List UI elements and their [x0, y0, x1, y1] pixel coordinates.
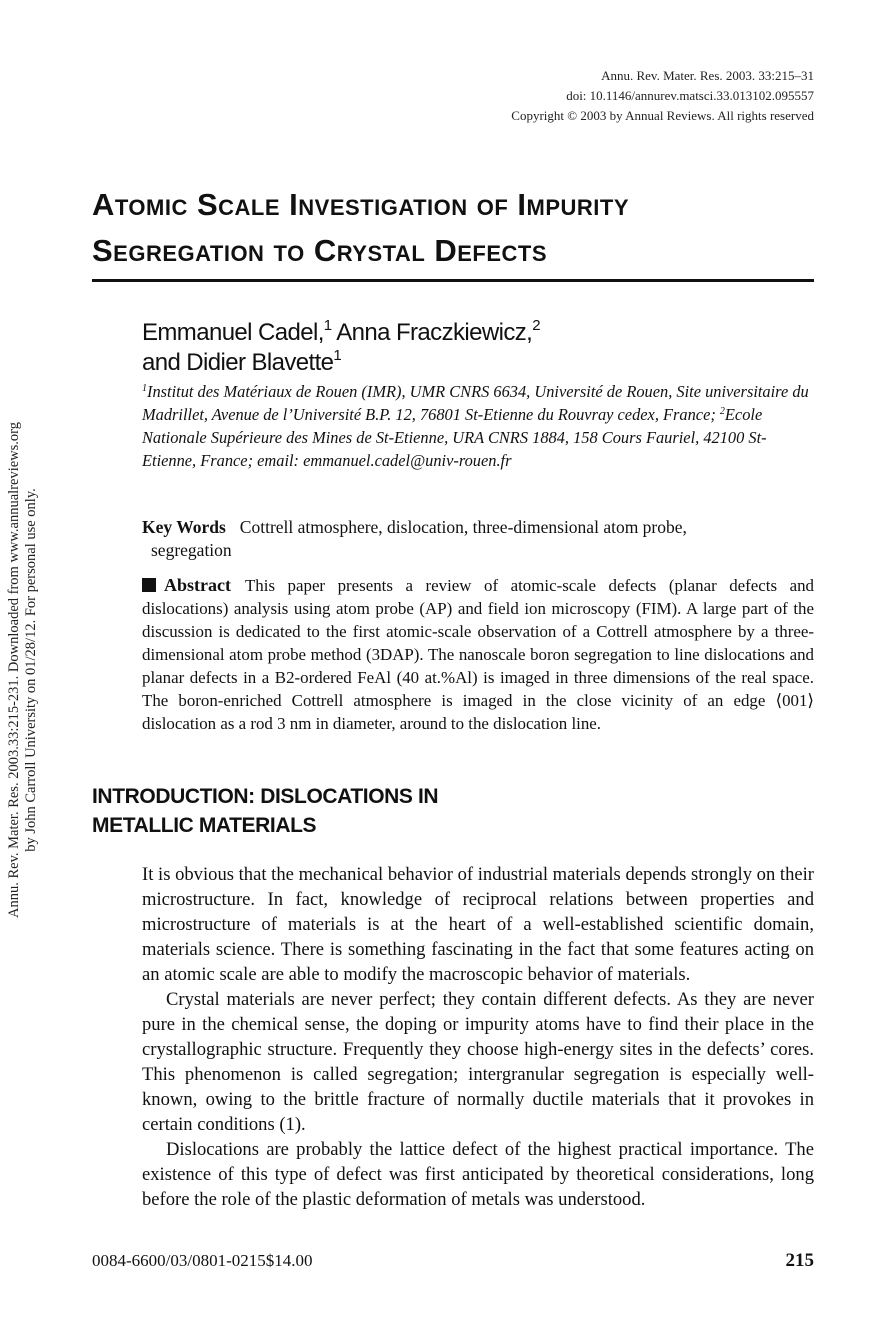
- section-heading: [92, 782, 592, 840]
- square-bullet-icon: [142, 578, 156, 592]
- copyright-line: Copyright © 2003 by Annual Reviews. All rights reserved: [511, 108, 814, 123]
- affiliation-text: Ecole Nationale Supérieure des Mines de St-Etienne, URA CNRS 1884, 158 Cours Fauriel, 42100 St-Etienne, France; email: emmanuel.cadel@univ-rouen.fr: [142, 405, 767, 470]
- title-rule: [92, 279, 814, 282]
- author-affiliation-mark: 1: [333, 347, 342, 364]
- author-affiliation-mark: 2: [532, 317, 540, 334]
- citation-line: Annu. Rev. Mater. Res. 2003. 33:215–31: [601, 68, 814, 83]
- section-heading-line-2: METALLIC MATERIALS: [92, 814, 317, 837]
- author-name: Emmanuel Cadel,: [142, 319, 324, 346]
- title-line-1: Atomic Scale Investigation of Impurity: [92, 187, 630, 222]
- article-title: [92, 182, 814, 274]
- abstract-block: [142, 574, 814, 735]
- footer-code: 0084-6600/03/0801-0215$14.00: [92, 1251, 313, 1270]
- author-name: and Didier Blavette: [142, 349, 334, 376]
- author-name: Anna Fraczkiewicz,: [331, 319, 533, 346]
- body-paragraph: It is obvious that the mechanical behavior of industrial materials depends strongly on their microstructure. In fact, knowledge of reciprocal relations between properties and microstructure of materials is at the heart of a well-established scientific domain, materials science. There is something fascinating in the fact that some features acting on an atomic scale are able to modify the macroscopic behavior of materials.: [142, 864, 814, 985]
- running-header: [511, 66, 814, 126]
- title-line-2: Segregation to Crystal Defects: [92, 233, 548, 268]
- abstract-label: Abstract: [164, 575, 231, 595]
- abstract-text: This paper presents a review of atomic-scale defects (planar defects and dislocations) analysis using atom probe (AP) and field ion microscopy (FIM). A large part of the discussion is dedicated to the first atomic-scale observation of a Cottrell atmosphere by a three-dimensional atom probe method (3DAP). The nanoscale boron segregation to line dislocations and planar defects in a B2-ordered FeAl (40 at.%Al) is imaged in three dimensions of the real space. The boron-enriched Cottrell atmosphere is imaged in the close vicinity of an edge ⟨001⟩ dislocation as a rod 3 nm in diameter, around to the dislocation line.: [142, 576, 814, 733]
- author-list: [142, 318, 822, 378]
- download-margin-note: [6, 422, 40, 918]
- body-paragraph: Crystal materials are never perfect; they contain different defects. As they are never pure in the chemical sense, the doping or impurity atoms have to find their place in the crystallographic structure. Frequently they choose high-energy sites in the defects’ cores. This phenomenon is called segregation; intergranular segregation is especially well-known, owing to the brittle fracture of normally ductile materials that it provokes in certain conditions (1).: [142, 989, 814, 1135]
- keywords-label: Key Words: [142, 517, 226, 537]
- margin-note-line-1: Annu. Rev. Mater. Res. 2003.33:215-231. Downloaded from www.annualreviews.org: [6, 421, 22, 919]
- author-affiliation-mark: 1: [323, 317, 332, 334]
- body-text: [142, 862, 814, 1212]
- affiliation-mark: 1: [142, 383, 147, 394]
- affiliation-mark: 2: [719, 406, 725, 417]
- affiliation-text: Institut des Matériaux de Rouen (IMR), UMR CNRS 6634, Université de Rouen, Site universitaire du Madrillet, Avenue de l’Université B.P. 12, 76801 St-Etienne du Rouvray cedex, France;: [142, 382, 809, 424]
- keywords-continuation: segregation: [151, 540, 232, 560]
- keywords-block: [142, 516, 814, 562]
- margin-note-line-2: by John Carroll University on 01/28/12. For personal use only.: [23, 488, 39, 852]
- body-paragraph: Dislocations are probably the lattice defect of the highest practical importance. The existence of this type of defect was first anticipated by theoretical considerations, long before the role of the plastic deformation of metals was understood.: [142, 1139, 814, 1210]
- section-heading-line-1: INTRODUCTION: DISLOCATIONS IN: [92, 785, 439, 808]
- keywords-text: Cottrell atmosphere, dislocation, three-dimensional atom probe,: [239, 517, 687, 537]
- doi-line: doi: 10.1146/annurev.matsci.33.013102.095557: [566, 88, 814, 103]
- page-number: 215: [785, 1250, 814, 1271]
- affiliations: [142, 380, 814, 472]
